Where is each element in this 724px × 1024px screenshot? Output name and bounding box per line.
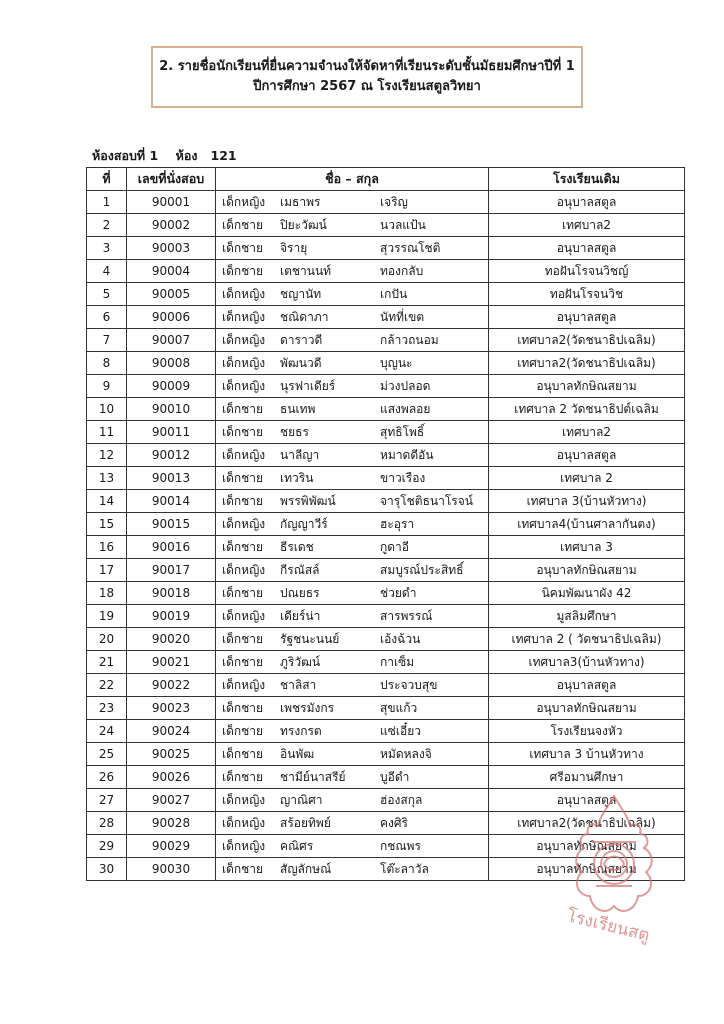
first-name: ปณยธร [280,585,320,600]
row-number: 21 [87,651,127,674]
student-name-cell [216,720,489,743]
previous-school: เทศบาล 3 [489,536,685,559]
first-name: กีรณัสล์ [280,562,320,577]
previous-school: อนุบาลสตูล [489,306,685,329]
name-prefix: เด็กหญิง [222,286,266,301]
table-row [87,214,685,237]
last-name: ม่วงปลอด [380,378,431,393]
student-name-cell [216,674,489,697]
table-row [87,697,685,720]
exam-room-label: ห้องสอบที่ 1 ห้อง 121 [92,148,237,163]
last-name: บูอีดำ [380,769,410,784]
name-prefix: เด็กหญิง [222,562,266,577]
last-name: ประจวบสุข [380,677,438,692]
table-row [87,191,685,214]
first-name: เพชรมังกร [280,700,335,715]
last-name: เจริญ [380,194,408,209]
first-name: ทรงกรต [280,723,322,738]
row-number: 15 [87,513,127,536]
student-name-cell [216,743,489,766]
seat-number: 90002 [127,214,216,237]
first-name: ดาราวดี [280,332,323,347]
first-name: นุรฟาเดียร์ [280,378,336,393]
previous-school: เทศบาล2(วัดชนาธิปเฉลิม) [489,329,685,352]
first-name: พัฒนวดี [280,355,322,370]
first-name: ปิยะวัฒน์ [280,217,327,232]
name-prefix: เด็กชาย [222,493,264,508]
table-row [87,467,685,490]
name-prefix: เด็กชาย [222,539,264,554]
row-number: 6 [87,306,127,329]
seat-number: 90011 [127,421,216,444]
first-name: ชณิดาภา [280,309,329,324]
name-prefix: เด็กชาย [222,263,264,278]
last-name: ขาวเรือง [380,470,426,485]
student-name-cell [216,582,489,605]
first-name: ชามีย์นาสรีย์ [280,769,346,784]
last-name: แสงพลอย [380,401,431,416]
first-name: ภูริวัฒน์ [280,654,321,669]
previous-school: เทศบาล 3(บ้านหัวทาง) [489,490,685,513]
previous-school: อนุบาลทักษิณสยาม [489,375,685,398]
table-row [87,720,685,743]
first-name: เดียร์น่า [280,608,321,623]
student-name-cell [216,260,489,283]
seat-number: 90003 [127,237,216,260]
student-name-cell [216,766,489,789]
previous-school: โรงเรียนจงหัว [489,720,685,743]
table-body [87,191,685,881]
table-row [87,605,685,628]
name-prefix: เด็กหญิง [222,677,266,692]
last-name: เกปัน [380,286,408,301]
seal-text: โรงเรียนสตู [564,906,652,946]
table-row [87,743,685,766]
row-number: 18 [87,582,127,605]
title-line-2: ปีการศึกษา 2567 ณ โรงเรียนสตูลวิทยา [253,79,481,94]
student-name-cell [216,191,489,214]
previous-school: อนุบาลทักษิณสยาม [489,697,685,720]
row-number: 19 [87,605,127,628]
last-name: กล้าวถนอม [380,332,439,347]
row-number: 30 [87,858,127,881]
table-row [87,490,685,513]
seat-number: 90023 [127,697,216,720]
seat-number: 90001 [127,191,216,214]
name-prefix: เด็กหญิง [222,815,266,830]
name-prefix: เด็กหญิง [222,194,266,209]
seat-number: 90022 [127,674,216,697]
student-name-cell [216,789,489,812]
name-prefix: เด็กหญิง [222,838,266,853]
previous-school: นิคมพัฒนาผัง 42 [489,582,685,605]
seat-number: 90017 [127,559,216,582]
seat-number: 90016 [127,536,216,559]
last-name: ฮะอุรา [380,516,415,531]
student-name-cell [216,214,489,237]
student-name-cell [216,812,489,835]
table-row [87,513,685,536]
seat-number: 90007 [127,329,216,352]
student-name-cell [216,835,489,858]
student-name-cell [216,651,489,674]
seat-number: 90013 [127,467,216,490]
seat-number: 90029 [127,835,216,858]
previous-school: อนุบาลทักษิณสยาม [489,835,685,858]
last-name: กาเซ็ม [380,654,415,669]
last-name: สารพรรณ์ [380,608,433,623]
first-name: อินพัฒ [280,746,315,761]
table-row [87,398,685,421]
table-row [87,352,685,375]
seat-number: 90024 [127,720,216,743]
first-name: รัฐชนะนนย์ [280,631,340,646]
student-name-cell [216,858,489,881]
seat-number: 90006 [127,306,216,329]
row-number: 10 [87,398,127,421]
student-name-cell [216,536,489,559]
row-number: 22 [87,674,127,697]
previous-school: ทอฝันโรจนวิชญ์ [489,260,685,283]
seat-number: 90025 [127,743,216,766]
previous-school: เทศบาล 2 [489,467,685,490]
first-name: ธนเทพ [280,401,316,416]
last-name: สุวรรณโชติ [380,240,441,255]
row-number: 23 [87,697,127,720]
seat-number: 90019 [127,605,216,628]
table-row [87,375,685,398]
name-prefix: เด็กชาย [222,746,264,761]
last-name: สมบูรณ์ประสิทธิ์ [380,562,464,577]
row-number: 27 [87,789,127,812]
first-name: เทวริน [280,470,314,485]
row-number: 14 [87,490,127,513]
table-row [87,766,685,789]
name-prefix: เด็กหญิง [222,355,266,370]
last-name: ช่วยดำ [380,585,417,600]
row-number: 28 [87,812,127,835]
seat-number: 90027 [127,789,216,812]
first-name: ชยธร [280,424,309,439]
table-row [87,559,685,582]
header-no: ที่ [87,168,127,191]
seat-number: 90015 [127,513,216,536]
student-name-cell [216,467,489,490]
seat-number: 90028 [127,812,216,835]
student-name-cell [216,559,489,582]
row-number: 11 [87,421,127,444]
table-row [87,651,685,674]
previous-school: เทศบาล2 [489,214,685,237]
student-name-cell [216,375,489,398]
name-prefix: เด็กชาย [222,585,264,600]
row-number: 13 [87,467,127,490]
seat-number: 90021 [127,651,216,674]
previous-school: เทศบาล 3 บ้านหัวทาง [489,743,685,766]
name-prefix: เด็กชาย [222,723,264,738]
student-name-cell [216,283,489,306]
header-seat-number: เลขที่นั่งสอบ [127,168,216,191]
first-name: พรรพิพัฒน์ [280,493,336,508]
name-prefix: เด็กชาย [222,700,264,715]
seat-number: 90004 [127,260,216,283]
table-row [87,283,685,306]
last-name: นวลแป้น [380,217,426,232]
last-name: นัทที่เขต [380,309,425,324]
last-name: คงศิริ [380,815,408,830]
student-name-cell [216,306,489,329]
seat-number: 90009 [127,375,216,398]
previous-school: อนุบาลสตูล [489,674,685,697]
name-prefix: เด็กหญิง [222,792,266,807]
name-prefix: เด็กหญิง [222,332,266,347]
row-number: 1 [87,191,127,214]
row-number: 12 [87,444,127,467]
first-name: ธีรเดช [280,539,314,554]
name-prefix: เด็กชาย [222,470,264,485]
name-prefix: เด็กชาย [222,861,264,876]
row-number: 20 [87,628,127,651]
previous-school: อนุบาลสตูล [489,789,685,812]
first-name: กัญญาวีร์ [280,516,328,531]
seat-number: 90018 [127,582,216,605]
student-name-cell [216,329,489,352]
student-name-cell [216,237,489,260]
last-name: กชณพร [380,838,421,853]
student-name-cell [216,444,489,467]
previous-school: เทศบาล3(บ้านหัวทาง) [489,651,685,674]
previous-school: เทศบาล2(วัดชนาธิปเฉลิม) [489,812,685,835]
row-number: 29 [87,835,127,858]
seat-number: 90014 [127,490,216,513]
last-name: สุทธิโพธิ์ [380,424,425,439]
first-name: ชาลิสา [280,677,317,692]
previous-school: อนุบาลสตูล [489,191,685,214]
seat-number: 90005 [127,283,216,306]
last-name: ฮ่องสกุล [380,792,423,807]
student-name-cell [216,605,489,628]
student-name-cell [216,490,489,513]
table-row [87,329,685,352]
first-name: จิรายุ [280,240,308,255]
name-prefix: เด็กหญิง [222,309,266,324]
first-name: สัญลักษณ์ [280,861,332,876]
previous-school: มูสลิมศึกษา [489,605,685,628]
previous-school: ศรีอมานศึกษา [489,766,685,789]
last-name: โต๊ะลาวัล [380,861,429,876]
previous-school: อนุบาลทักษิณสยาม [489,858,685,881]
student-name-cell [216,628,489,651]
seat-number: 90010 [127,398,216,421]
first-name: ญาณิศา [280,792,323,807]
title-line-1: 2. รายชื่อนักเรียนที่ยื่นความจำนงให้จัดหาที่เรียนระดับชั้นมัธยมศึกษาปีที่ 1 [159,59,575,74]
row-number: 9 [87,375,127,398]
name-prefix: เด็กหญิง [222,516,266,531]
student-name-cell [216,421,489,444]
row-number: 17 [87,559,127,582]
name-prefix: เด็กหญิง [222,608,266,623]
table-row [87,582,685,605]
last-name: ทองกลับ [380,263,424,278]
seat-number: 90026 [127,766,216,789]
last-name: บุญนะ [380,355,413,370]
previous-school: อนุบาลสตูล [489,444,685,467]
row-number: 2 [87,214,127,237]
header-full-name: ชื่อ – สกุล [216,168,489,191]
student-name-cell [216,398,489,421]
name-prefix: เด็กชาย [222,631,264,646]
last-name: แซ่เอี๋ยว [380,723,421,738]
name-prefix: เด็กชาย [222,217,264,232]
table-row [87,421,685,444]
last-name: เอ้งฉ้วน [380,631,421,646]
student-name-cell [216,513,489,536]
previous-school: เทศบาล2(วัดชนาธิปเฉลิม) [489,352,685,375]
last-name: สุขแก้ว [380,700,418,715]
row-number: 3 [87,237,127,260]
last-name: หมัดหลงจิ [380,746,432,761]
previous-school: เทศบาล 2 วัดชนาธิปต์เฉลิม [489,398,685,421]
first-name: นาลีญา [280,447,320,462]
last-name: กูดาอี [380,539,410,554]
seat-number: 90012 [127,444,216,467]
last-name: หมาดดีอัน [380,447,434,462]
previous-school: เทศบาล 2 ( วัดชนาธิปเฉลิม) [489,628,685,651]
table-row [87,628,685,651]
name-prefix: เด็กหญิง [222,447,266,462]
table-row [87,260,685,283]
row-number: 7 [87,329,127,352]
row-number: 16 [87,536,127,559]
first-name: เตชานนท์ [280,263,332,278]
first-name: เมธาพร [280,194,321,209]
name-prefix: เด็กชาย [222,424,264,439]
name-prefix: เด็กชาย [222,240,264,255]
previous-school: ทอฝันโรจนวิช [489,283,685,306]
row-number: 26 [87,766,127,789]
name-prefix: เด็กชาย [222,401,264,416]
student-list-table [86,167,685,881]
student-name-cell [216,352,489,375]
table-header-row [87,168,685,191]
table-row [87,306,685,329]
last-name: จารุโชติธนาโรจน์ [380,493,473,508]
row-number: 24 [87,720,127,743]
previous-school: เทศบาล4(บ้านศาลากันตง) [489,513,685,536]
student-name-cell [216,697,489,720]
first-name: คณิศร [280,838,314,853]
table-row [87,536,685,559]
row-number: 25 [87,743,127,766]
first-name: ชญานัท [280,286,322,301]
previous-school: เทศบาล2 [489,421,685,444]
row-number: 5 [87,283,127,306]
name-prefix: เด็กชาย [222,769,264,784]
header-previous-school: โรงเรียนเดิม [489,168,685,191]
name-prefix: เด็กหญิง [222,378,266,393]
table-row [87,674,685,697]
name-prefix: เด็กชาย [222,654,264,669]
row-number: 4 [87,260,127,283]
previous-school: อนุบาลทักษิณสยาม [489,559,685,582]
seat-number: 90008 [127,352,216,375]
table-row [87,444,685,467]
table-row [87,237,685,260]
seat-number: 90020 [127,628,216,651]
title-box [151,46,583,108]
first-name: สร้อยทิพย์ [280,815,331,830]
row-number: 8 [87,352,127,375]
seat-number: 90030 [127,858,216,881]
previous-school: อนุบาลสตูล [489,237,685,260]
